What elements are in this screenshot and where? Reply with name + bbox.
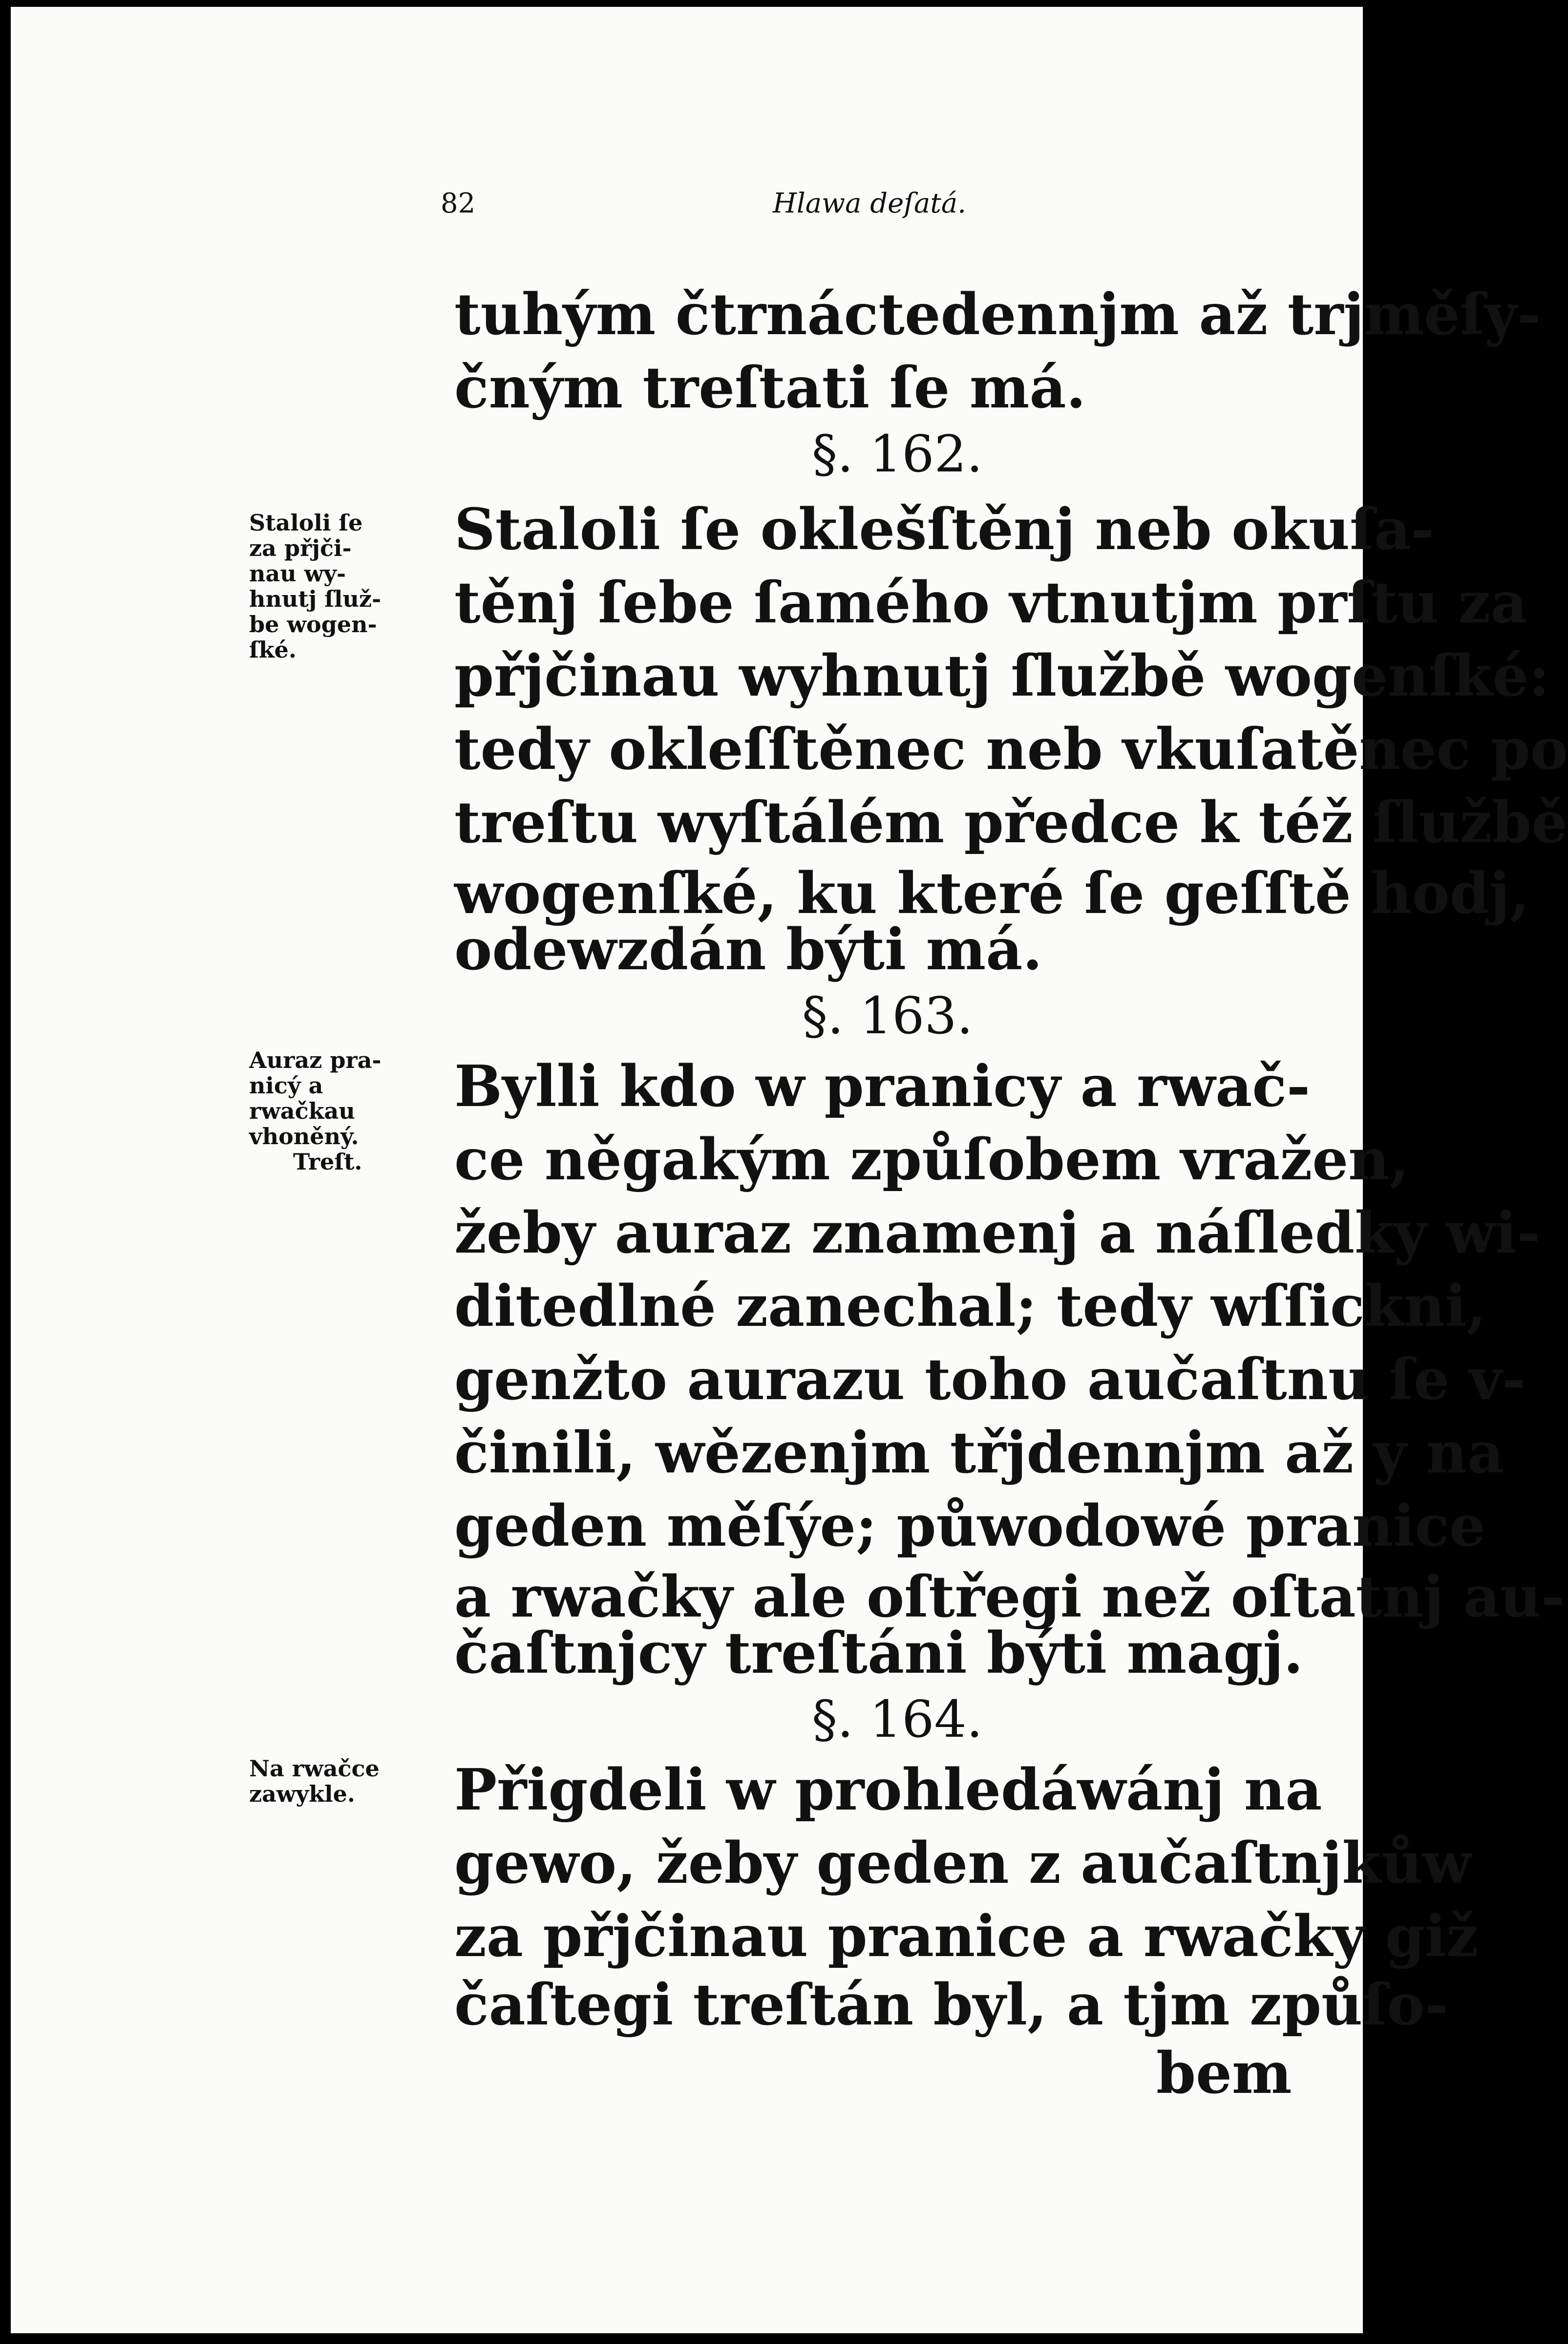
margin-note-line: be wogen- <box>249 611 377 638</box>
margin-note-line: nau wy- <box>249 560 346 587</box>
margin-note <box>249 510 445 662</box>
body-line: přjčinau wyhnutj ſlužbě wogenſké: <box>454 643 1550 709</box>
margin-note-line: vhoněný. <box>249 1123 359 1150</box>
body-line: čaſtnjcy treſtáni býti magj. <box>454 1620 1303 1686</box>
body-line: odewzdán býti má. <box>454 916 1042 983</box>
body-line: za přjčinau pranice a rwačky giž <box>454 1903 1479 1970</box>
page-number: 82 <box>441 188 476 219</box>
body-line: činili, wězenjm třjdennjm až y na <box>454 1420 1504 1486</box>
margin-note-line: Na rwačce <box>249 1755 380 1782</box>
body-line: čným treſtati ſe má. <box>454 355 1086 421</box>
section-heading: §. 162. <box>812 424 983 484</box>
body-line: tedy okleſſtěnec neb vkuſatěnec po <box>454 716 1568 783</box>
page-header <box>441 188 1027 232</box>
book-page <box>11 7 1568 2333</box>
margin-note-line: Treſt. <box>293 1149 362 1175</box>
margin-note-line: zawykle. <box>249 1781 355 1807</box>
body-line: Přigdeli w prohledáwánj na <box>454 1757 1322 1823</box>
margin-note <box>249 1756 445 1807</box>
body-line: ce něgakým způſobem vražen, <box>454 1127 1409 1193</box>
running-head: Hlawa deſatá. <box>773 188 967 219</box>
margin-note-line: Auraz pra- <box>249 1047 381 1073</box>
margin-note-line: hnutj ſluž- <box>249 586 381 612</box>
body-line: těnj ſebe ſamého vtnutjm prſtu za <box>454 570 1527 636</box>
margin-note-line: za přjči- <box>249 535 352 561</box>
body-line: Staloli ſe oklešſtěnj neb okuſa- <box>454 496 1435 563</box>
body-line: wogenſké, ku které ſe geſſtě hodj, <box>454 860 1530 927</box>
margin-note-line: Staloli ſe <box>249 510 363 536</box>
body-line: a rwačky ale oſtřegi než oſtatnj au- <box>454 1564 1565 1630</box>
body-line: tuhým čtrnáctedennjm až trjměſy- <box>454 281 1541 348</box>
margin-note-line: nicý a <box>249 1072 323 1099</box>
section-heading: §. 163. <box>802 986 973 1045</box>
margin-note-line: ſké. <box>249 637 297 663</box>
body-line: genžto aurazu toho aučaſtnu ſe v- <box>454 1346 1526 1413</box>
catchword: bem <box>1156 2040 1292 2107</box>
section-heading: §. 164. <box>812 1689 983 1749</box>
body-line: ditedlné zanechal; tedy wſſickni, <box>454 1273 1486 1340</box>
body-line: treſtu wyſtálém předce k též ſlužbě <box>454 789 1568 856</box>
margin-note <box>249 1047 445 1174</box>
body-line: gewo, žeby geden z aučaſtnjkůw <box>454 1830 1471 1897</box>
body-line: geden měſýe; půwodowé pranice <box>454 1493 1485 1559</box>
body-line: žeby auraz znamenj a náſledky wi- <box>454 1200 1541 1266</box>
margin-note-line: rwačkau <box>249 1098 355 1124</box>
body-line: čaſtegi treſtán byl, a tjm způſo- <box>454 1972 1448 2038</box>
body-line: Bylli kdo w pranicy a rwač- <box>454 1053 1311 1120</box>
